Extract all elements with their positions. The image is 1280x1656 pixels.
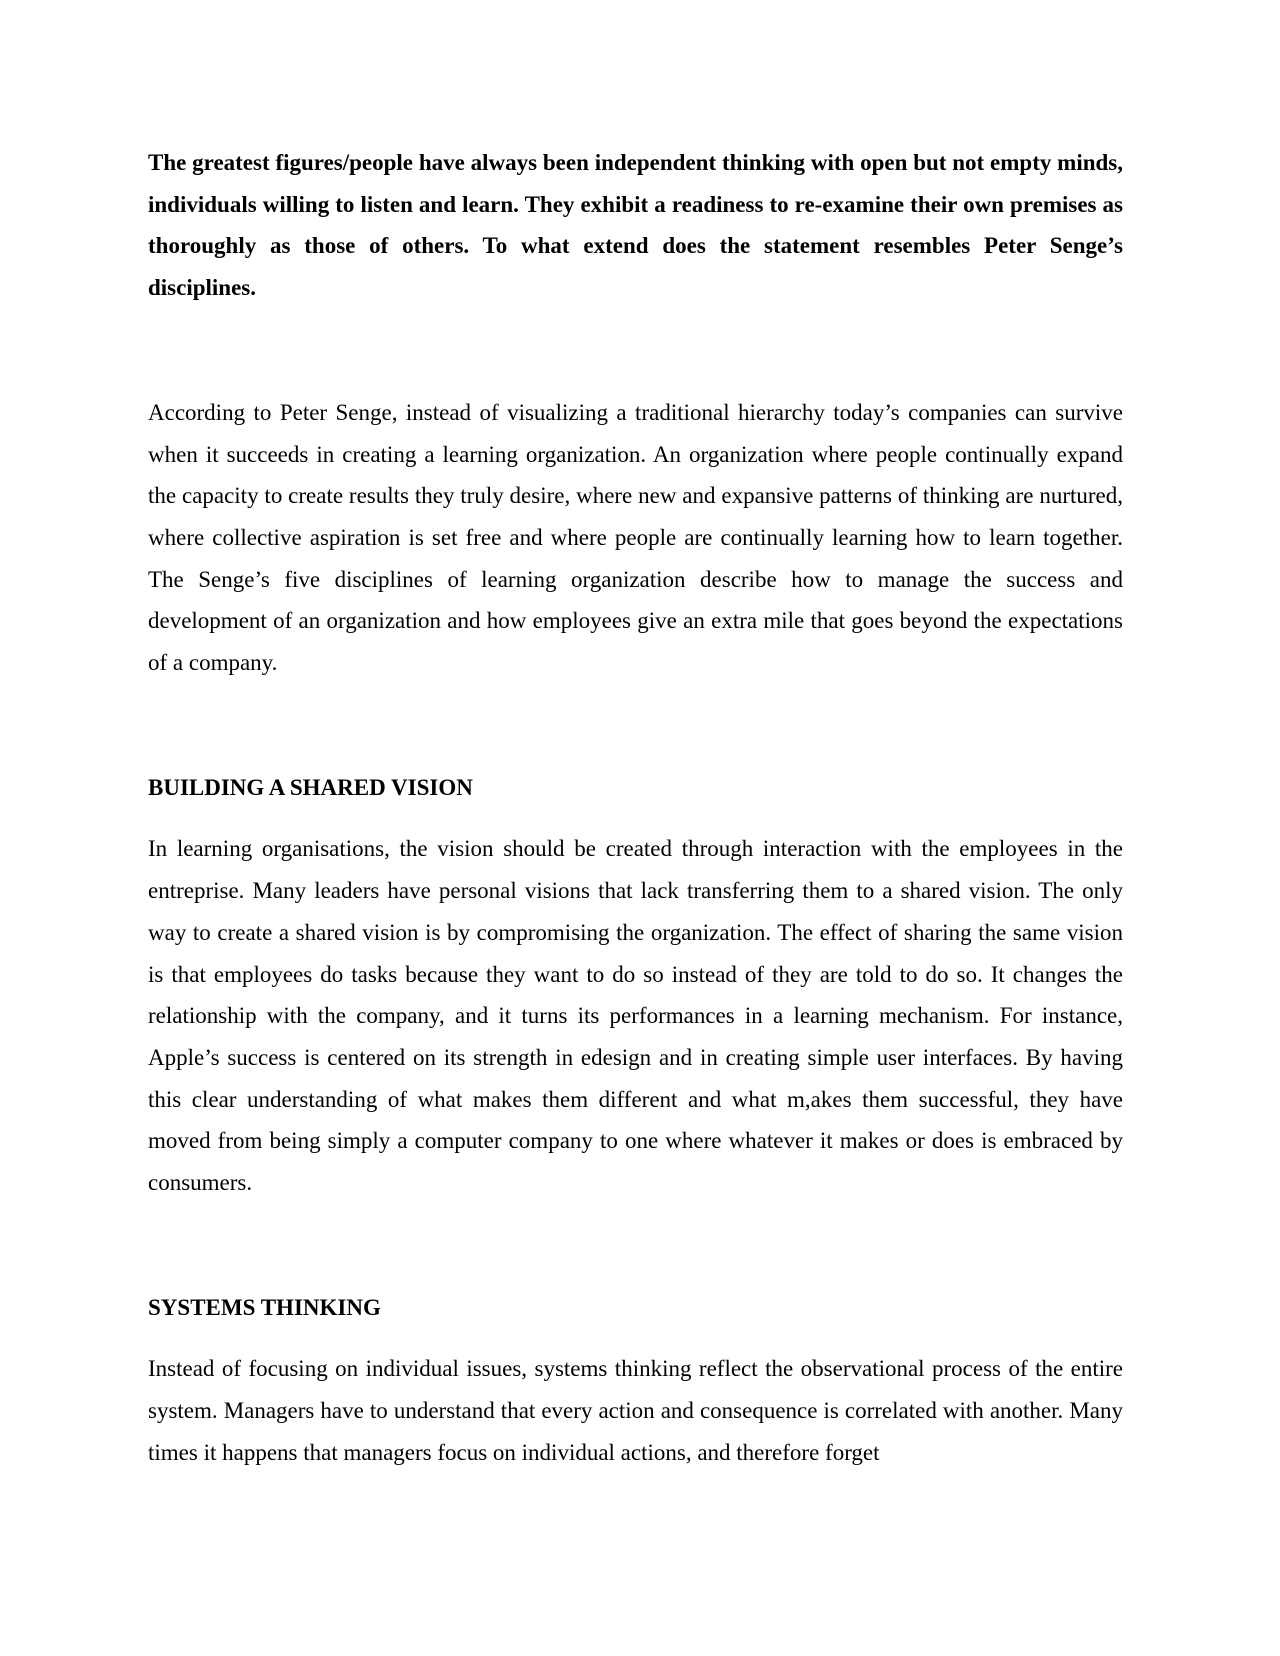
intro-paragraph: According to Peter Senge, instead of visualizing a traditional hierarchy today’s companies can survive when it succeeds in creating a learning organization. An organization where people continually expand the capacity to create results they truly desire, where new and expansive patterns of thinking are nurtured, where collective aspiration is set free and where people are continually learning how to learn together. The Senge’s five disciplines of learning organization describe how to manage the success and development of an organization and how employees give an extra mile that goes beyond the expectations of a company. [148, 399, 1123, 676]
section-body-shared-vision: In learning organisations, the vision should be created through interaction with the employees in the entreprise. Many leaders have personal visions that lack transferring them to a shared vision. The only way to create a shared vision is by compromising the organization. The effect of sharing the same vision is that employees do tasks because they want to do so instead of they are told to do so. It changes the relationship with the company, and it turns its performances in a learning mechanism. For instance, Apple’s success is centered on its strength in edesign and in creating simple user interfaces. By having this clear understanding of what makes them different and what m,akes them successful, they have moved from being simply a computer company to one where whatever it makes or does is embraced by consumers. [148, 836, 1123, 1196]
section-heading-systems-thinking: SYSTEMS THINKING [148, 1294, 381, 1320]
document-content [148, 142, 1123, 1474]
essay-question: The greatest figures/people have always been independent thinking with open but not empty minds, individuals willing to listen and learn. They exhibit a readiness to re-examine their own premises as thoroughly as those of others. To what extend does the statement resembles Peter Senge’s disciplines. [148, 150, 1123, 301]
section-body-systems-thinking: Instead of focusing on individual issues, systems thinking reflect the observational process of the entire system. Managers have to understand that every action and consequence is correlated with another. Many times it happens that managers focus on individual actions, and therefore forget [148, 1356, 1123, 1465]
section-heading-shared-vision: BUILDING A SHARED VISION [148, 774, 473, 800]
